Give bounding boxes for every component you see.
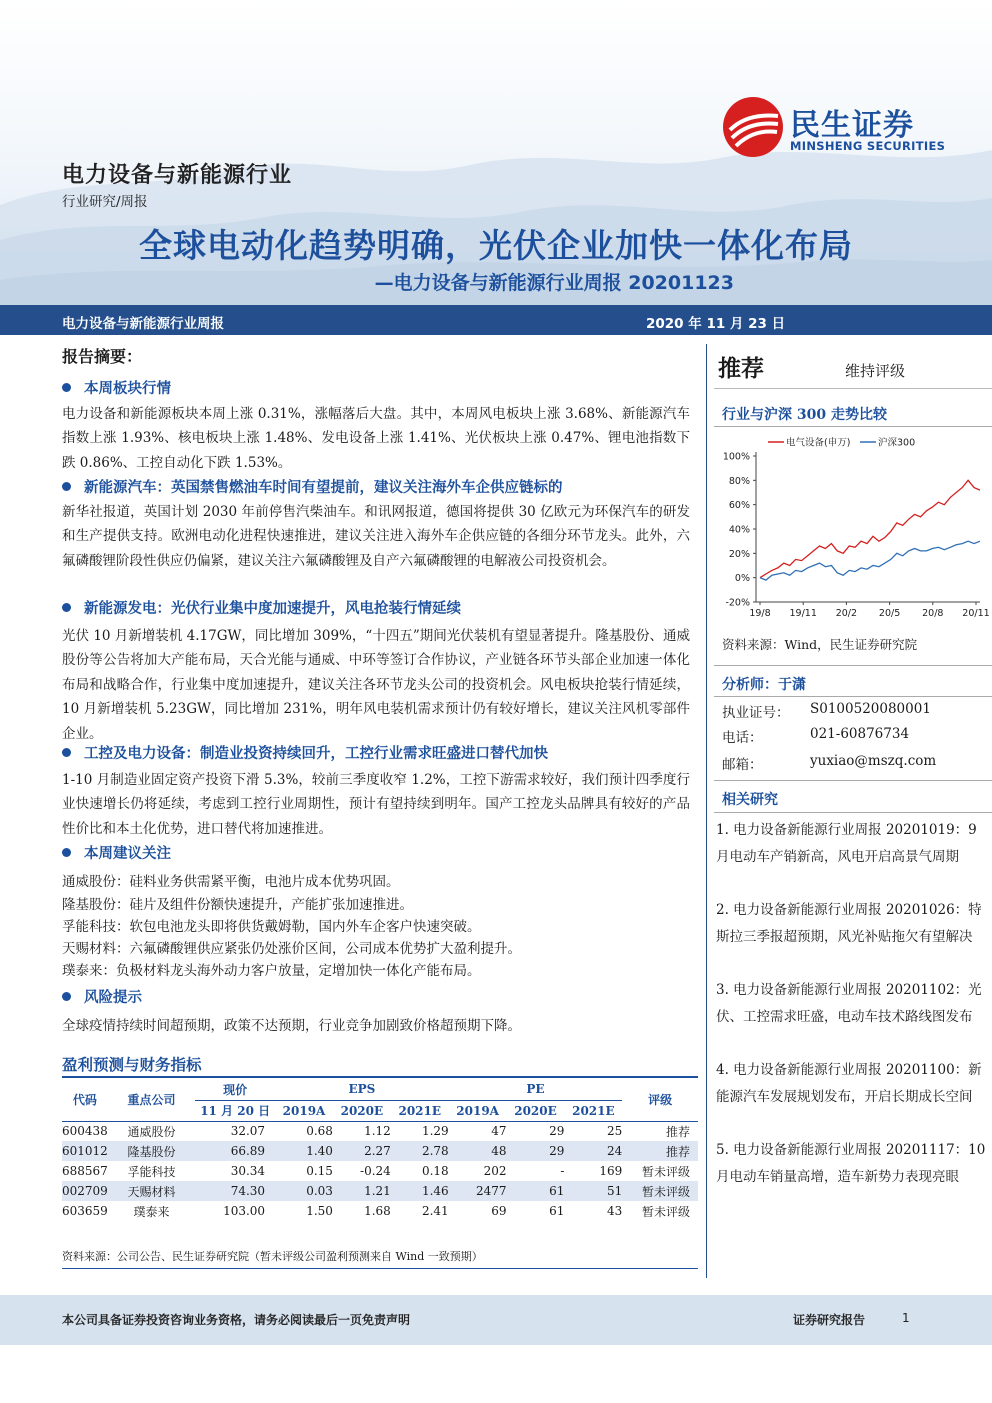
y-tick-label: 0% [734,573,750,585]
table-cell: 32.07 [230,1124,266,1139]
divider [714,780,992,781]
th-year: 2019A [449,1100,507,1121]
header-banner [0,305,992,335]
analyst-heading: 分析师：于潇 [722,677,806,693]
table-cell: 66.89 [195,1141,275,1161]
table-cell: 1.40 [275,1141,333,1161]
section-text: 1-10 月制造业固定资产投资下滑 5.3%，较前三季度收窄 1.2%，工控下游需求较好，我们预计四季度行业快速增长仍将延续，考虑到工控行业周期性，预计有望持续到明年。国产工控龙头品牌具有较好的产品性价比和本土化优势，进口替代将加速推进。 [62,772,690,837]
banner-report-name: 电力设备与新能源行业周报 [62,316,224,332]
table-top-rule [62,1076,698,1078]
table-cell: 0.18 [421,1164,449,1178]
chart-title: 行业与沪深 300 走势比较 [722,407,887,423]
rating-value: 维持评级 [845,362,906,380]
recommend-item: 天赐材料：六氟磷酸锂供应紧张仍处涨价区间，公司成本优势扩大盈利提升。 [62,941,521,957]
table-cell: 002709 [62,1181,108,1201]
industry-title: 电力设备与新能源行业 [62,163,293,188]
table-cell: 43 [607,1204,623,1218]
y-tick-label: 60% [728,500,750,512]
recommend-item: 隆基股份：硅片及组件份额快速提升，产能扩张加速推进。 [62,897,413,913]
table-cell: 2477 [449,1181,507,1201]
table-cell: 69 [491,1204,507,1218]
table-cell: 1.21 [333,1181,391,1201]
table-cell: 48 [449,1141,507,1161]
x-tick-label: 20/5 [878,608,901,619]
table-cell: 1.12 [364,1124,391,1139]
table-source: 资料来源：公司公告、民生证券研究院（暂未评级公司盈利预测来自 Wind 一致预期） [62,1250,483,1263]
related-report[interactable]: 4. 电力设备新能源行业周报 20201100：新能源汽车发展规划发布，开启长期成长空间 [716,1062,982,1105]
footer-disclaimer: 本公司具备证券投资咨询业务资格，请务必阅读最后一页免责声明 [62,1313,411,1327]
x-tick-label: 20/2 [835,608,858,619]
table-cell: 688567 [62,1164,108,1178]
table-cell: 601012 [62,1141,108,1161]
x-tick-label: 20/11 [962,608,990,619]
related-report[interactable]: 5. 电力设备新能源行业周报 20201117：10月电动车销量高增，造车新势力表现亮眼 [716,1142,986,1185]
rating-label: 推荐 [718,356,764,382]
summary-label: 报告摘要： [62,347,143,366]
th-price: 现价 [223,1082,248,1097]
section-text: 新华社报道，英国计划 2030 年前停售汽柴油车。和讯网报道，德国将提供 30 亿欧元为环保汽车的研发和生产提供支持。欧洲电动化进程快速推进，建议关注进入海外车企供应链的各细分环节龙头。此外，六氟磷酸锂阶段性供应仍偏紧，建议关注六氟磷酸锂及自产六氟磷酸锂的电解液公司投资机会。 [62,504,690,569]
bullet-icon [62,482,71,491]
report-title: 全球电动化趋势明确，光伏企业加快一体化布局 [139,226,853,265]
legend-label: 电气设备(申万) [786,437,851,449]
table-cell: 61 [507,1181,565,1201]
section-heading: 风险提示 [62,986,142,1007]
phone-value: 021-60876734 [810,726,910,742]
table-row [62,1181,698,1201]
th-year: 2021E [564,1100,622,1121]
table-bottom-rule [62,1268,698,1269]
x-tick-label: 20/8 [922,608,944,619]
table-cell: 169 [599,1164,623,1178]
th-year: 2020E [333,1100,391,1121]
table-cell: -0.24 [360,1164,391,1178]
th-code: 代码 [62,1079,108,1121]
section-text: 光伏 10 月新增装机 4.17GW，同比增加 309%，“十四五”期间光伏装机有望显著提升。隆基股份、通威股份等公告将加大产能布局，天合光能与通威、中环等签订合作协议，产业链各环节头部企业加速一体化布局和战略合作，行业集中度加速提升，建议关注各环节龙头公司的投资机会。风电板块抢装行情延续，10 月新增装机 5.23GW，同比增加 231%，明年风电装机需求预计仍有较好增长，建议关注风机零部件企业。 [62,628,690,742]
table-cell: 0.68 [306,1124,333,1139]
bullet-icon [62,603,71,612]
y-tick-label: -20% [725,597,750,609]
x-tick-label: 19/11 [789,608,817,619]
table-cell: 暂未评级 [641,1164,690,1179]
divider [714,665,992,666]
table-cell: 29 [507,1141,565,1161]
table-cell: 2.78 [391,1141,449,1161]
th-company: 重点公司 [108,1079,195,1121]
doc-type: 行业研究/周报 [62,194,148,210]
table-cell: 1.50 [306,1204,333,1218]
table-cell: 24 [564,1141,622,1161]
table-cell: 天赐材料 [108,1181,195,1201]
th-eps: EPS [348,1082,376,1097]
table-cell: 29 [549,1124,565,1139]
series-line [760,480,980,577]
th-rating: 评级 [622,1079,698,1121]
related-heading: 相关研究 [722,792,778,808]
divider [714,696,992,697]
section-text: 电力设备和新能源板块本周上涨 0.31%，涨幅落后大盘。其中，本周风电板块上涨 3.68%、新能源汽车指数上涨 1.93%、核电板块上涨 1.48%、发电设备上涨 1.41%、光伏板块上涨 0.47%、锂电池指数下跌 0.86%、工控自动化下跌 1.53%。 [62,406,690,471]
table-cell: 通威股份 [127,1124,176,1139]
table-cell: 孚能科技 [127,1164,176,1179]
th-pe: PE [526,1082,545,1097]
table-cell: 暂未评级 [641,1204,690,1219]
bullet-icon [62,748,71,757]
table-cell: 推荐 [665,1124,690,1139]
table-cell: 74.30 [195,1181,275,1201]
table-cell: 600438 [62,1124,108,1139]
recommend-item: 通威股份：硅料业务供需紧平衡，电池片成本优势巩固。 [62,874,400,890]
table-cell: 2.41 [421,1204,449,1218]
table-cell: 30.34 [230,1164,266,1178]
table-cell: - [560,1164,565,1178]
email-label: 邮箱： [722,757,763,773]
license-value: S0100520080001 [810,701,931,717]
bullet-icon [62,992,71,1001]
table-cell: 103.00 [223,1204,266,1218]
phone-label: 电话： [722,730,763,746]
banner-date: 2020 年 11 月 23 日 [646,316,786,332]
recommend-item: 璞泰来：负极材料龙头海外动力客户放量，定增加快一体化产能布局。 [62,963,481,979]
th-price-date: 11 月 20 日 [195,1100,275,1121]
trend-chart [714,432,992,628]
section-heading: 本周建议关注 [62,842,171,863]
table-cell: 推荐 [622,1141,698,1161]
table-cell: 0.03 [275,1181,333,1201]
related-report[interactable]: 3. 电力设备新能源行业周报 20201102：光伏、工控需求旺盛，电动车技术路线图发布 [716,982,982,1025]
email-link[interactable]: yuxiao@mszq.com [810,753,937,769]
table-row [62,1161,698,1181]
table-row [62,1141,698,1161]
table-cell: 603659 [62,1204,108,1218]
table-row [62,1201,698,1221]
footer [0,1295,992,1345]
minsheng-logo-icon [722,96,784,162]
y-tick-label: 40% [728,524,750,536]
column-divider [706,344,707,1278]
section-heading: 新能源汽车：英国禁售燃油车时间有望提前，建议关注海外车企供应链标的 [62,476,563,497]
table-cell: 隆基股份 [108,1141,195,1161]
chart-source: 资料来源：Wind，民生证券研究院 [722,637,918,652]
section-heading: 本周板块行情 [62,377,171,398]
recommend-item: 孚能科技：软包电池龙头即将供货戴姆勒，国内外车企客户快速突破。 [62,919,481,935]
report-subtitle: —电力设备与新能源行业周报 20201123 [374,272,734,294]
table-cell: 61 [549,1204,565,1218]
section-heading: 工控及电力设备：制造业投资持续回升，工控行业需求旺盛进口替代加快 [62,742,548,763]
th-year: 2020E [507,1100,565,1121]
y-tick-label: 20% [728,548,750,560]
related-report[interactable]: 2. 电力设备新能源行业周报 20201026：特斯拉三季报超预期，风光补贴拖欠有望解决 [716,902,982,945]
logo-text-cn: 民生证券 [790,108,914,143]
th-year: 2019A [275,1100,333,1121]
table-row [62,1121,698,1141]
footer-doc-type: 证券研究报告 [793,1313,866,1327]
table-title: 盈利预测与财务指标 [62,1055,202,1074]
bullet-icon [62,383,71,392]
table-cell: 暂未评级 [622,1181,698,1201]
divider [714,812,992,813]
table-cell: 1.68 [364,1204,391,1218]
rating-rule [714,388,992,389]
y-tick-label: 100% [722,451,750,463]
table-cell: 璞泰来 [133,1204,170,1219]
series-line [760,541,980,580]
logo-text-en: MINSHENG SECURITIES [790,139,946,153]
table-cell: 51 [564,1181,622,1201]
y-tick-label: 80% [728,475,750,487]
table-cell: 2.27 [333,1141,391,1161]
bullet-icon [62,848,71,857]
x-tick-label: 19/8 [749,608,771,619]
section-heading: 新能源发电：光伏行业集中度加速提升，风电抢装行情延续 [62,597,461,618]
page-number: 1 [902,1311,910,1325]
th-year: 2021E [391,1100,449,1121]
table-cell: 25 [607,1124,623,1139]
license-label: 执业证号： [722,705,790,721]
table-cell: 1.29 [421,1124,449,1139]
risk-text: 全球疫情持续时间超预期，政策不达预期，行业竞争加剧致价格超预期下降。 [62,1018,521,1034]
table-cell: 47 [491,1124,507,1139]
legend-label: 沪深300 [878,437,916,449]
table-cell: 1.46 [391,1181,449,1201]
related-report[interactable]: 1. 电力设备新能源行业周报 20201019：9 月电动车产销新高，风电开启高景气周期 [716,822,977,865]
divider [714,426,992,427]
table-cell: 0.15 [306,1164,333,1178]
financial-table [62,1079,698,1221]
table-cell: 202 [483,1164,507,1178]
